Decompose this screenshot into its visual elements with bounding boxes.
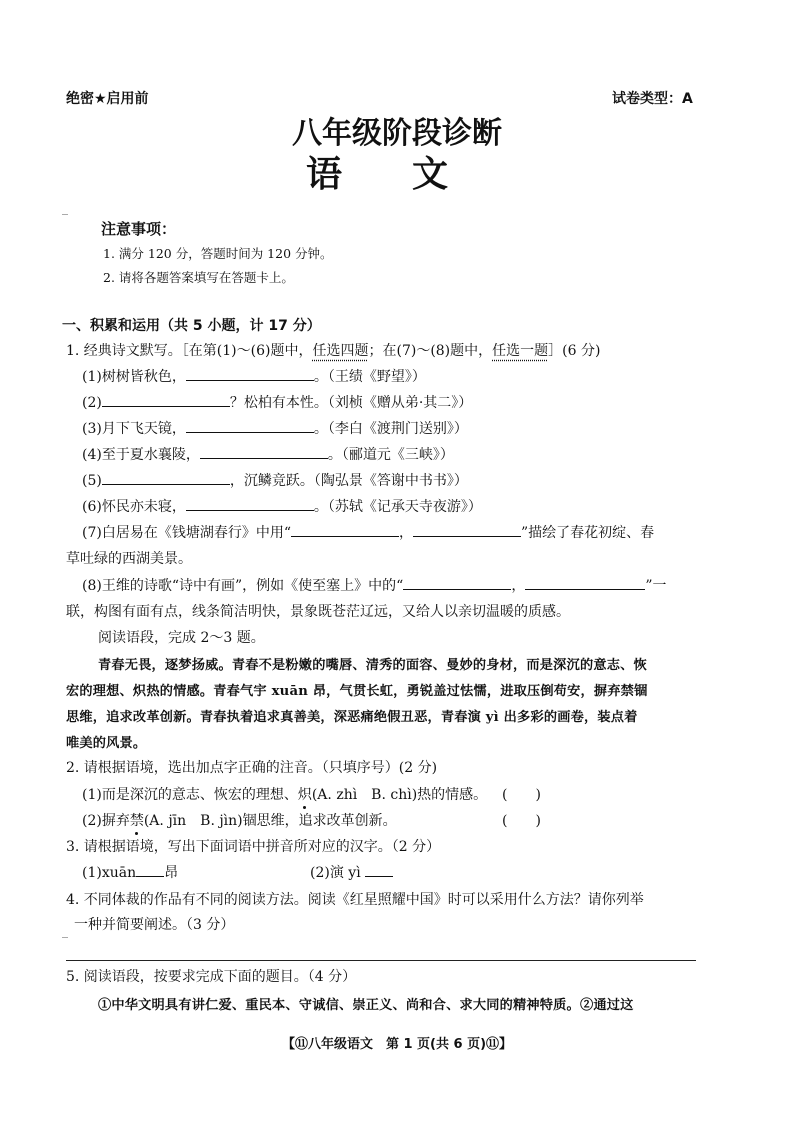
q1-line-2-source: ？松柏有本性。（刘桢《赠从弟·其二》）: [229, 395, 473, 411]
q3-stem: 3. 请根据语境，写出下面词语中拼音所对应的汉字。（2 分）: [66, 839, 441, 855]
q1-line-7: [82, 522, 654, 542]
q2-item-1-options: (A. zhì B. chì)热的情感。: [311, 787, 488, 803]
q1-line-6: [82, 496, 482, 516]
q1-line-8-text: (8)王维的诗歌“诗中有画”，例如《使至塞上》中的“: [82, 578, 404, 594]
answer-blank[interactable]: [403, 575, 511, 590]
q1-emphasis-choose-one: 任选一题: [492, 343, 549, 359]
q1-line-5: [82, 470, 468, 490]
q1-stem-part-e: ］(6 分): [548, 343, 601, 359]
q1-line-1-text: (1)树树皆秋色，: [82, 369, 186, 385]
notice-item-2: 2. 请将各题答案填写在答题卡上。: [103, 270, 294, 285]
q1-line-7-continuation: 草吐绿的西湖美景。: [66, 551, 192, 567]
q1-emphasis-choose-four: 任选四题: [312, 343, 369, 359]
q1-line-8-continuation: 联，构图有面有点，线条简洁明快，景象既苍茫辽远，又给人以亲切温暖的质感。: [66, 604, 570, 620]
q1-line-8-comma: ，: [511, 578, 526, 594]
dotted-character: 禁: [129, 813, 144, 829]
page-footer: 【⑪八年级语文 第 1 页(共 6 页)⑪】: [281, 1037, 513, 1052]
q1-line-4: [82, 444, 454, 464]
dotted-character: 炽: [297, 787, 312, 803]
q3-item-1-pinyin: (1)xuān: [82, 865, 137, 881]
q1-line-1: [82, 366, 426, 386]
q1-line-2: [82, 392, 472, 412]
q1-line-2-text: (2): [82, 395, 102, 411]
q1-line-4-text: (4)至于夏水襄陵，: [82, 447, 200, 463]
page-title: 八年级阶段诊断: [292, 116, 502, 151]
q1-line-5-text: (5): [82, 473, 102, 489]
answer-blank[interactable]: [102, 392, 230, 407]
scan-mark: [62, 937, 68, 938]
q3-item-2: [310, 862, 393, 882]
q5-stem: 5. 阅读语段，按要求完成下面的题目。（4 分）: [66, 969, 357, 985]
reading-passage-line-2: 宏的理想、炽热的情感。青春气宇 xuān 昂，气贯长虹，勇锐盖过怯懦，进取压倒苟安，摒弃禁锢: [66, 684, 648, 699]
q1-line-8-tail: ”一: [645, 578, 667, 594]
q5-passage-line-1: ①中华文明具有讲仁爱、重民本、守诚信、崇正义、尚和合、求大同的精神特质。②通过这: [98, 998, 634, 1013]
reading-passage-line-4: 唯美的风景。: [66, 736, 147, 751]
answer-blank[interactable]: [291, 522, 399, 537]
q1-line-3-source: 。（李白《渡荆门送别》）: [313, 421, 468, 437]
paper-type-label: 试卷类型：A: [612, 91, 693, 107]
q4-stem-line-2: 一种并简要阐述。（3 分）: [74, 917, 235, 933]
q1-line-4-source: 。（郦道元《三峡》）: [327, 447, 454, 463]
q1-line-8: [82, 575, 666, 595]
answer-line[interactable]: [66, 960, 696, 961]
notice-heading: 注意事项：: [101, 220, 177, 238]
q1-stem: [66, 340, 600, 360]
answer-blank[interactable]: [200, 444, 328, 459]
answer-blank[interactable]: [186, 366, 314, 381]
q2-item-1-answer-paren[interactable]: ( ): [502, 787, 541, 803]
q1-line-7-text: (7)白居易在《钱塘湖春行》中用“: [82, 525, 291, 541]
q1-stem-part-a: 1. 经典诗文默写。［在第(1)～(6)题中，: [66, 343, 313, 359]
confidential-label: 绝密★启用前: [66, 91, 149, 107]
answer-blank[interactable]: [186, 418, 314, 433]
answer-blank[interactable]: [413, 522, 521, 537]
q3-item-2-pinyin: (2)演 yì: [310, 865, 361, 881]
q1-line-3: [82, 418, 468, 438]
q2-item-2: [82, 810, 397, 830]
q2-item-2-answer-paren[interactable]: ( ): [502, 813, 541, 829]
section-1-title: 一、积累和运用（共 5 小题，计 17 分）: [62, 318, 321, 334]
q1-line-6-text: (6)怀民亦未寝，: [82, 499, 186, 515]
subject-title-char-1: 语: [306, 154, 343, 195]
q2-item-2-options: (A. jīn B. jìn)锢思维，追求改革创新。: [143, 813, 397, 829]
reading-intro: 阅读语段，完成 2～3 题。: [98, 630, 265, 646]
q1-line-3-text: (3)月下飞天镜，: [82, 421, 186, 437]
q1-line-5-source: ，沉鳞竞跃。（陶弘景《答谢中书书》）: [229, 473, 468, 489]
q2-item-1: [82, 784, 487, 804]
notice-item-1: 1. 满分 120 分，答题时间为 120 分钟。: [103, 246, 333, 261]
scan-mark: [62, 214, 68, 215]
answer-blank[interactable]: [102, 470, 230, 485]
reading-passage-line-1: 青春无畏，逐梦扬威。青春不是粉嫩的嘴唇、清秀的面容、曼妙的身材，而是深沉的意志、恢: [98, 658, 647, 673]
q2-item-2-text: (2)摒弃: [82, 813, 130, 829]
q2-item-1-text: (1)而是深沉的意志、恢宏的理想、: [82, 787, 298, 803]
q1-line-6-source: 。（苏轼《记承天寺夜游》）: [313, 499, 482, 515]
answer-blank[interactable]: [365, 862, 393, 877]
answer-blank[interactable]: [136, 862, 164, 877]
q3-item-1-char: 昂: [164, 865, 179, 881]
q1-line-7-tail: ”描绘了春花初绽、春: [521, 525, 655, 541]
q1-stem-part-c: ；在(7)～(8)题中，: [368, 343, 493, 359]
answer-blank[interactable]: [525, 575, 645, 590]
q1-line-1-source: 。（王绩《野望》）: [313, 369, 426, 385]
reading-passage-line-3: 思维，追求改革创新。青春执着追求真善美，深恶痛绝假丑恶，青春演 yì 出多彩的画卷，装点着: [66, 710, 638, 725]
q4-stem-line-1: 4. 不同体裁的作品有不同的阅读方法。阅读《红星照耀中国》时可以采用什么方法？请你列举: [66, 892, 644, 908]
q1-line-7-comma: ，: [399, 525, 413, 541]
q3-item-1: [82, 862, 178, 882]
q2-stem: 2. 请根据语境，选出加点字正确的注音。（只填序号）(2 分): [66, 760, 438, 776]
answer-blank[interactable]: [186, 496, 314, 511]
subject-title-char-2: 文: [412, 154, 449, 195]
